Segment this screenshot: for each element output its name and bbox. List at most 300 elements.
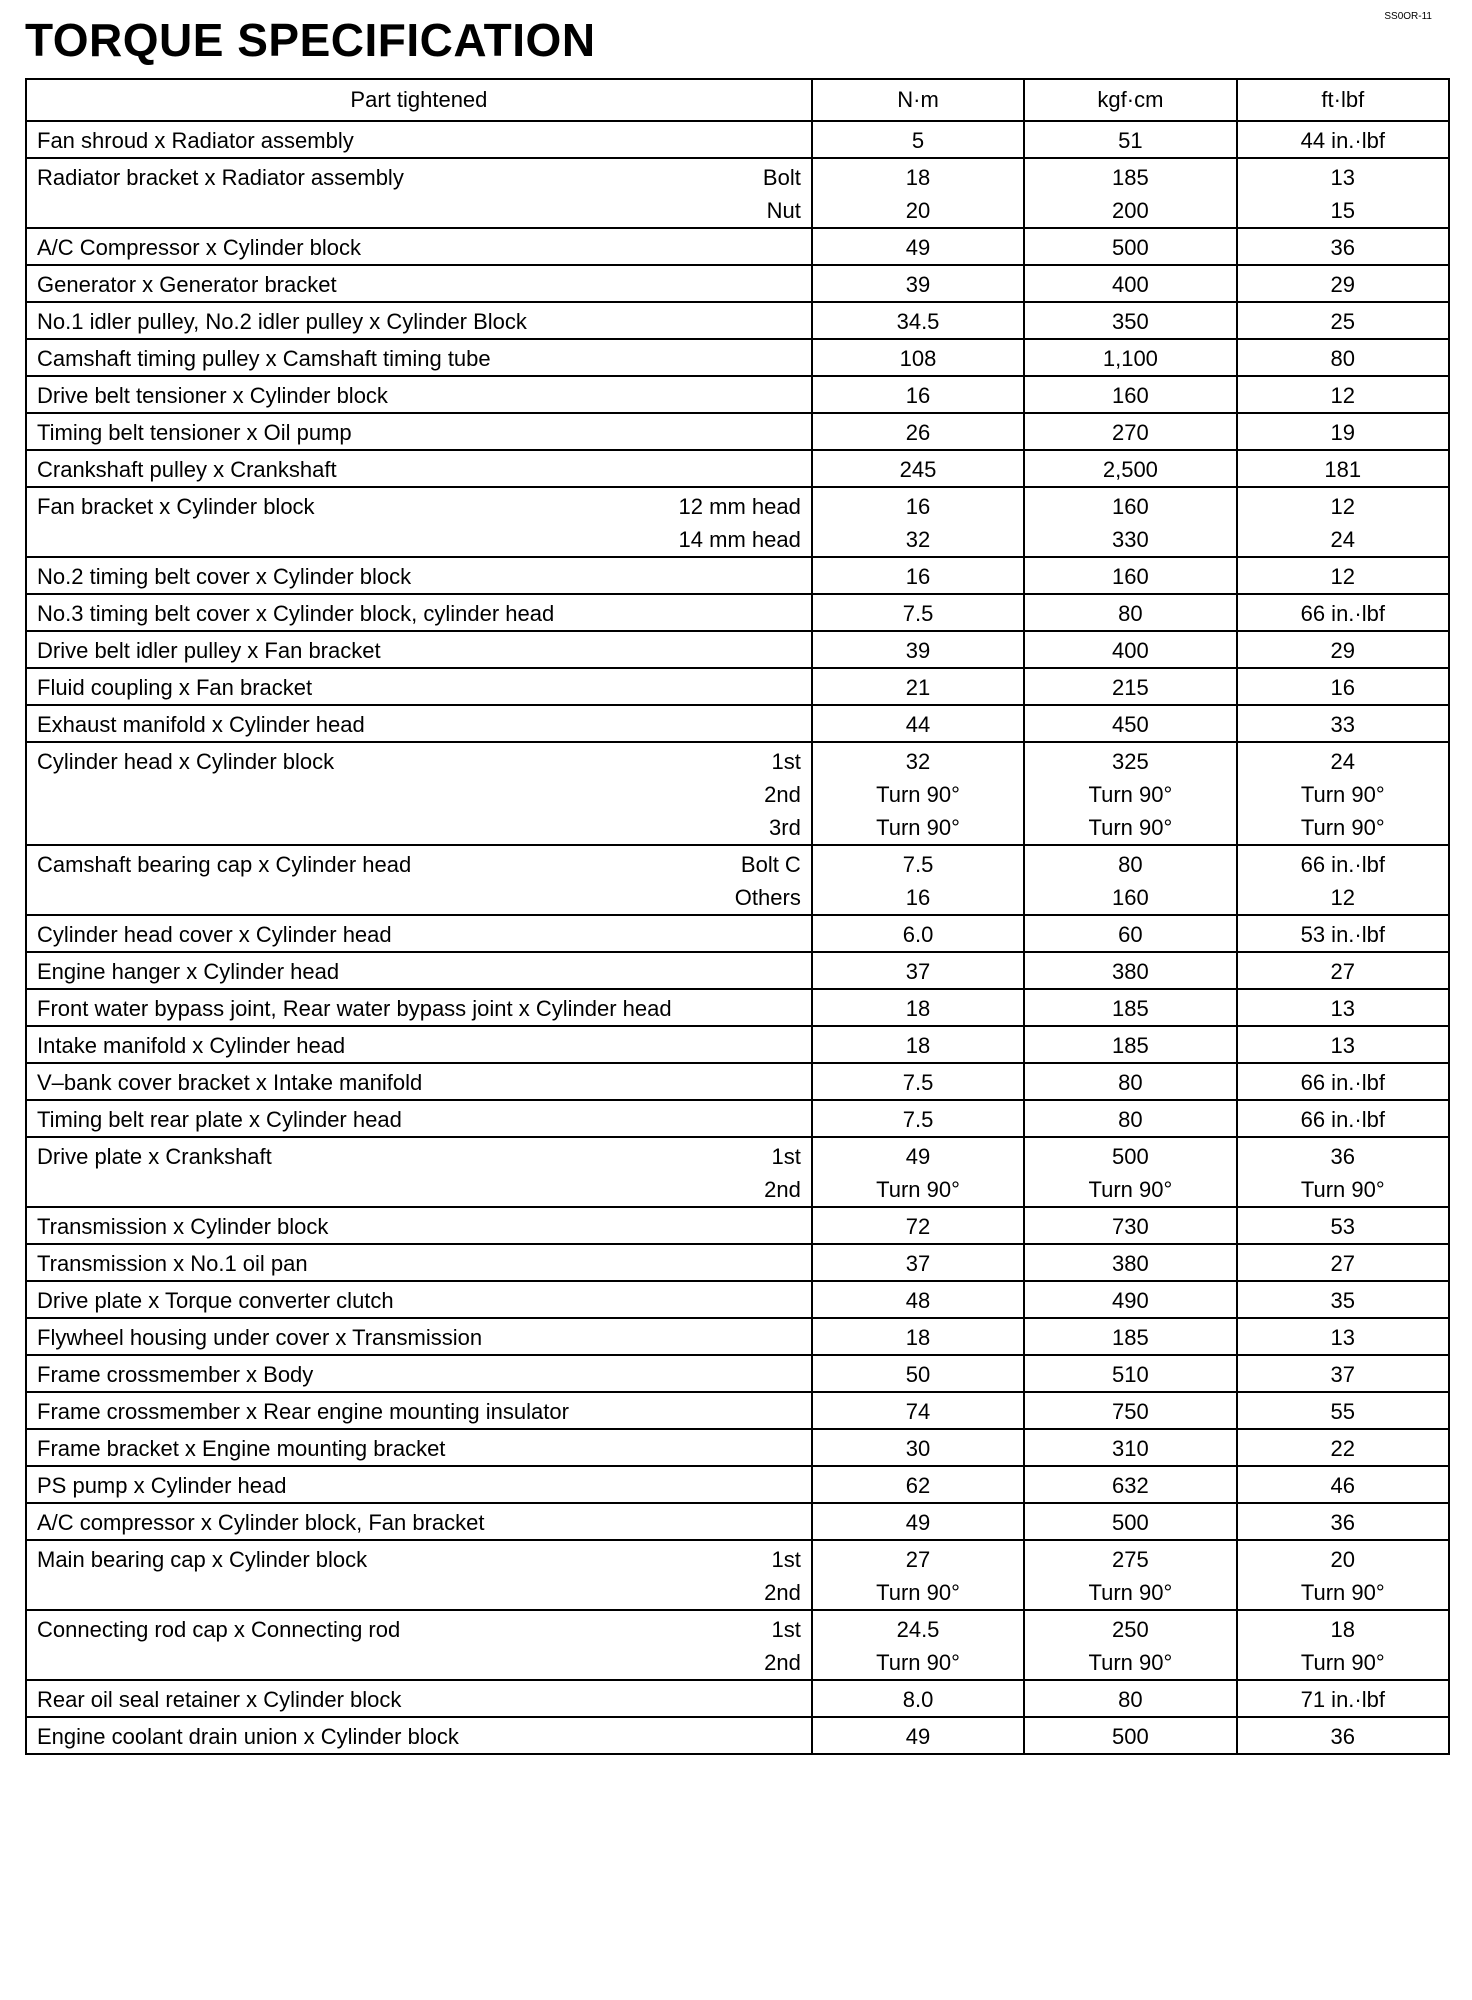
part-line — [37, 231, 801, 264]
torque-value: 53 — [1330, 1213, 1356, 1239]
ft-lbf-cell — [1237, 1026, 1449, 1063]
value-line — [1248, 1646, 1438, 1679]
ft-lbf-cell — [1237, 1680, 1449, 1717]
kgf-cm-cell — [1024, 1137, 1236, 1207]
part-cell — [26, 121, 812, 158]
part-cell — [26, 668, 812, 705]
nm-cell — [812, 1610, 1024, 1680]
kgf-cm-cell — [1024, 450, 1236, 487]
value-line — [823, 1576, 1013, 1609]
torque-value: 181 — [1324, 456, 1362, 482]
ft-lbf-cell — [1237, 1100, 1449, 1137]
part-line — [37, 1683, 801, 1716]
torque-value: 510 — [1112, 1361, 1149, 1387]
part-line — [37, 124, 801, 157]
nm-cell — [812, 1026, 1024, 1063]
torque-value: 13 — [1330, 164, 1356, 190]
torque-value: 200 — [1112, 197, 1149, 223]
part-line — [37, 992, 801, 1025]
value-line — [823, 268, 1013, 301]
value-line — [823, 1469, 1013, 1502]
table-row — [26, 158, 1449, 228]
part-name: Fluid coupling x Fan bracket — [37, 674, 313, 700]
value-line — [1035, 1321, 1225, 1354]
ft-lbf-cell — [1237, 989, 1449, 1026]
value-line — [1248, 848, 1438, 881]
torque-value: 32 — [905, 748, 931, 774]
ft-lbf-cell — [1237, 1355, 1449, 1392]
kgf-cm-cell — [1024, 1063, 1236, 1100]
table-row — [26, 989, 1449, 1026]
table-row — [26, 1466, 1449, 1503]
torque-value: 37 — [905, 958, 931, 984]
nm-cell — [812, 845, 1024, 915]
value-line — [823, 1029, 1013, 1062]
value-line — [1035, 490, 1225, 523]
table-row — [26, 450, 1449, 487]
part-line — [37, 881, 801, 914]
nm-cell — [812, 631, 1024, 668]
nm-cell — [812, 705, 1024, 742]
kgf-cm-cell — [1024, 915, 1236, 952]
value-line — [1035, 778, 1225, 811]
part-cell — [26, 1355, 812, 1392]
torque-value: 18 — [1330, 1616, 1356, 1642]
kgf-cm-cell — [1024, 1244, 1236, 1281]
torque-value: Turn 90° — [876, 1176, 960, 1202]
kgf-cm-cell — [1024, 265, 1236, 302]
kgf-cm-cell — [1024, 1429, 1236, 1466]
value-line — [1248, 560, 1438, 593]
value-line — [823, 1395, 1013, 1428]
torque-value: 44 — [905, 711, 931, 737]
part-line — [37, 811, 801, 844]
table-row — [26, 668, 1449, 705]
table-row — [26, 705, 1449, 742]
torque-value: Turn 90° — [1300, 1176, 1385, 1202]
ft-lbf-cell — [1237, 121, 1449, 158]
torque-value: Turn 90° — [876, 1579, 960, 1605]
value-line — [823, 1543, 1013, 1576]
table-row — [26, 1392, 1449, 1429]
part-name: Fan bracket x Cylinder block — [37, 493, 315, 519]
ft-lbf-cell — [1237, 1063, 1449, 1100]
table-body — [26, 121, 1449, 1754]
torque-value: 60 — [1118, 921, 1143, 947]
table-row — [26, 121, 1449, 158]
torque-value: 44 in.·lbf — [1300, 127, 1385, 153]
nm-cell — [812, 1466, 1024, 1503]
table-row — [26, 1355, 1449, 1392]
value-line — [823, 523, 1013, 556]
nm-cell — [812, 1281, 1024, 1318]
torque-value: 185 — [1112, 164, 1149, 190]
torque-value: 19 — [1330, 419, 1356, 445]
table-row — [26, 1100, 1449, 1137]
value-line — [1035, 560, 1225, 593]
value-line — [1035, 124, 1225, 157]
torque-value: 160 — [1112, 884, 1149, 910]
part-cell — [26, 1063, 812, 1100]
torque-value: 500 — [1112, 1723, 1149, 1749]
value-line — [1248, 1103, 1438, 1136]
part-line — [37, 1321, 801, 1354]
part-cell — [26, 376, 812, 413]
torque-value: Turn 90° — [1088, 1176, 1173, 1202]
part-name: A/C compressor x Cylinder block, Fan bracket — [37, 1509, 485, 1535]
ft-lbf-cell — [1237, 413, 1449, 450]
part-line — [37, 1358, 801, 1391]
torque-value: 80 — [1118, 600, 1143, 626]
header-ft-lbf: ft·lbf — [1237, 79, 1449, 121]
torque-value: 310 — [1112, 1435, 1149, 1461]
table-row — [26, 1429, 1449, 1466]
part-cell — [26, 705, 812, 742]
value-line — [823, 1173, 1013, 1206]
part-cell — [26, 1100, 812, 1137]
part-name: Front water bypass joint, Rear water bypass joint x Cylinder head — [37, 995, 672, 1021]
torque-value: 30 — [905, 1435, 931, 1461]
nm-cell — [812, 228, 1024, 265]
torque-value: 20 — [905, 197, 931, 223]
value-line — [1248, 416, 1438, 449]
value-line — [1035, 811, 1225, 844]
nm-cell — [812, 1063, 1024, 1100]
value-line — [823, 1140, 1013, 1173]
part-line — [37, 708, 801, 741]
nm-cell — [812, 302, 1024, 339]
ft-lbf-cell — [1237, 339, 1449, 376]
kgf-cm-cell — [1024, 742, 1236, 845]
value-line — [823, 1066, 1013, 1099]
torque-value: 5 — [911, 127, 925, 153]
part-line — [37, 1247, 801, 1280]
value-line — [1248, 1029, 1438, 1062]
part-cell — [26, 302, 812, 339]
torque-value: 27 — [905, 1546, 931, 1572]
kgf-cm-cell — [1024, 1100, 1236, 1137]
nm-cell — [812, 339, 1024, 376]
nm-cell — [812, 668, 1024, 705]
torque-value: 22 — [1330, 1435, 1356, 1461]
part-line — [37, 305, 801, 338]
torque-value: 16 — [905, 382, 931, 408]
torque-value: Turn 90° — [1088, 781, 1173, 807]
part-name: Generator x Generator bracket — [37, 271, 337, 297]
torque-value: 7.5 — [902, 600, 934, 626]
table-row — [26, 1680, 1449, 1717]
value-line — [1035, 268, 1225, 301]
torque-value: 37 — [905, 1250, 931, 1276]
torque-value: 46 — [1330, 1472, 1356, 1498]
torque-value: 108 — [899, 345, 937, 371]
kgf-cm-cell — [1024, 1355, 1236, 1392]
part-name: Drive plate x Torque converter clutch — [37, 1287, 394, 1313]
value-line — [1035, 1432, 1225, 1465]
ft-lbf-cell — [1237, 158, 1449, 228]
torque-value: 245 — [899, 456, 937, 482]
value-line — [823, 1284, 1013, 1317]
torque-value: 632 — [1112, 1472, 1149, 1498]
nm-cell — [812, 265, 1024, 302]
torque-value: Turn 90° — [1088, 1579, 1173, 1605]
part-line — [37, 523, 801, 556]
value-line — [1035, 194, 1225, 227]
value-line — [1248, 811, 1438, 844]
kgf-cm-cell — [1024, 1680, 1236, 1717]
value-line — [1248, 881, 1438, 914]
value-line — [1248, 1140, 1438, 1173]
value-line — [1248, 634, 1438, 667]
value-line — [1248, 1247, 1438, 1280]
torque-value: Turn 90° — [876, 1649, 960, 1675]
torque-value: 62 — [905, 1472, 931, 1498]
value-line — [1035, 1103, 1225, 1136]
torque-value: Turn 90° — [1300, 1579, 1385, 1605]
torque-value: 450 — [1112, 711, 1149, 737]
value-line — [823, 194, 1013, 227]
part-line — [37, 1029, 801, 1062]
part-name: Drive belt tensioner x Cylinder block — [37, 382, 388, 408]
torque-value: 80 — [1330, 345, 1356, 371]
value-line — [1248, 918, 1438, 951]
torque-value: 71 in.·lbf — [1300, 1686, 1385, 1712]
ft-lbf-cell — [1237, 1318, 1449, 1355]
nm-cell — [812, 989, 1024, 1026]
value-line — [1248, 1576, 1438, 1609]
part-line — [37, 1066, 801, 1099]
part-line — [37, 379, 801, 412]
torque-value: 27 — [1330, 1250, 1356, 1276]
torque-value: 18 — [905, 1324, 931, 1350]
torque-value: 36 — [1330, 1509, 1356, 1535]
part-line — [37, 1720, 801, 1753]
part-name: Engine hanger x Cylinder head — [37, 958, 340, 984]
torque-value: 275 — [1112, 1546, 1149, 1572]
value-line — [823, 918, 1013, 951]
kgf-cm-cell — [1024, 228, 1236, 265]
ft-lbf-cell — [1237, 228, 1449, 265]
table-row — [26, 265, 1449, 302]
value-line — [823, 671, 1013, 704]
torque-value: 330 — [1112, 526, 1149, 552]
nm-cell — [812, 1207, 1024, 1244]
kgf-cm-cell — [1024, 121, 1236, 158]
condition-label: Bolt — [762, 164, 801, 190]
value-line — [1248, 453, 1438, 486]
ft-lbf-cell — [1237, 1244, 1449, 1281]
torque-value: 16 — [1330, 674, 1356, 700]
torque-value: 500 — [1112, 1143, 1149, 1169]
torque-value: 2,500 — [1102, 456, 1158, 482]
part-name: Timing belt rear plate x Cylinder head — [37, 1106, 402, 1132]
value-line — [1035, 1613, 1225, 1646]
kgf-cm-cell — [1024, 339, 1236, 376]
torque-value: 12 — [1330, 563, 1356, 589]
value-line — [1035, 1395, 1225, 1428]
part-cell — [26, 594, 812, 631]
kgf-cm-cell — [1024, 158, 1236, 228]
value-line — [823, 1720, 1013, 1753]
part-name: Frame crossmember x Body — [37, 1361, 314, 1387]
torque-value: 7.5 — [902, 1069, 934, 1095]
torque-value: 66 in.·lbf — [1300, 600, 1385, 626]
value-line — [1248, 992, 1438, 1025]
torque-value: 18 — [905, 1032, 931, 1058]
part-name: Cylinder head x Cylinder block — [37, 748, 335, 774]
value-line — [1248, 1210, 1438, 1243]
value-line — [1248, 1613, 1438, 1646]
part-line — [37, 778, 801, 811]
part-line — [37, 194, 801, 227]
part-cell — [26, 450, 812, 487]
torque-value: 39 — [905, 637, 931, 663]
value-line — [1248, 671, 1438, 704]
kgf-cm-cell — [1024, 1717, 1236, 1754]
part-name: No.3 timing belt cover x Cylinder block, cylinder head — [37, 600, 555, 626]
condition-label: 14 mm head — [678, 526, 801, 552]
kgf-cm-cell — [1024, 1207, 1236, 1244]
table-row — [26, 1063, 1449, 1100]
part-name: A/C Compressor x Cylinder block — [37, 234, 361, 260]
value-line — [823, 881, 1013, 914]
value-line — [823, 1247, 1013, 1280]
ft-lbf-cell — [1237, 594, 1449, 631]
part-cell — [26, 1137, 812, 1207]
ft-lbf-cell — [1237, 1281, 1449, 1318]
nm-cell — [812, 1318, 1024, 1355]
torque-value: 24 — [1330, 748, 1356, 774]
table-header-row — [26, 79, 1449, 121]
condition-label: 1st — [771, 1546, 801, 1572]
value-line — [1248, 745, 1438, 778]
table-row — [26, 1717, 1449, 1754]
value-line — [1035, 1173, 1225, 1206]
torque-value: 400 — [1112, 637, 1149, 663]
torque-value: 1,100 — [1102, 345, 1158, 371]
kgf-cm-cell — [1024, 845, 1236, 915]
table-row — [26, 915, 1449, 952]
value-line — [823, 634, 1013, 667]
ft-lbf-cell — [1237, 302, 1449, 339]
value-line — [823, 1358, 1013, 1391]
torque-value: 13 — [1330, 995, 1356, 1021]
torque-value: 49 — [905, 1723, 931, 1749]
condition-label: Nut — [766, 197, 801, 223]
part-name: V–bank cover bracket x Intake manifold — [37, 1069, 423, 1095]
torque-value: 160 — [1112, 382, 1149, 408]
value-line — [1035, 523, 1225, 556]
ft-lbf-cell — [1237, 1466, 1449, 1503]
value-line — [1035, 1029, 1225, 1062]
part-line — [37, 342, 801, 375]
kgf-cm-cell — [1024, 1503, 1236, 1540]
condition-label: 2nd — [764, 1176, 801, 1202]
ft-lbf-cell — [1237, 845, 1449, 915]
torque-value: 185 — [1112, 1324, 1149, 1350]
table-row — [26, 413, 1449, 450]
torque-value: 32 — [905, 526, 931, 552]
kgf-cm-cell — [1024, 1610, 1236, 1680]
torque-value: 16 — [905, 493, 931, 519]
value-line — [1035, 992, 1225, 1025]
nm-cell — [812, 557, 1024, 594]
value-line — [1035, 918, 1225, 951]
nm-cell — [812, 742, 1024, 845]
header-part-tightened: Part tightened — [26, 79, 812, 121]
ft-lbf-cell — [1237, 450, 1449, 487]
torque-value: 36 — [1330, 1143, 1356, 1169]
ft-lbf-cell — [1237, 705, 1449, 742]
document-code: SS0OR-11 — [1384, 11, 1432, 22]
value-line — [1248, 1358, 1438, 1391]
torque-value: 25 — [1330, 308, 1356, 334]
value-line — [1035, 745, 1225, 778]
value-line — [1035, 955, 1225, 988]
table-row — [26, 742, 1449, 845]
ft-lbf-cell — [1237, 1503, 1449, 1540]
condition-label: 1st — [771, 1143, 801, 1169]
part-name: PS pump x Cylinder head — [37, 1472, 287, 1498]
condition-label: Others — [734, 884, 801, 910]
part-cell — [26, 1429, 812, 1466]
nm-cell — [812, 952, 1024, 989]
part-name: Flywheel housing under cover x Transmission — [37, 1324, 483, 1350]
value-line — [1035, 1140, 1225, 1173]
part-cell — [26, 1610, 812, 1680]
value-line — [823, 161, 1013, 194]
torque-value: 490 — [1112, 1287, 1149, 1313]
value-line — [1035, 1358, 1225, 1391]
value-line — [1035, 671, 1225, 704]
value-line — [823, 1646, 1013, 1679]
value-line — [823, 1613, 1013, 1646]
torque-value: 24 — [1330, 526, 1356, 552]
value-line — [1248, 161, 1438, 194]
kgf-cm-cell — [1024, 594, 1236, 631]
ft-lbf-cell — [1237, 1207, 1449, 1244]
kgf-cm-cell — [1024, 952, 1236, 989]
part-line — [37, 416, 801, 449]
value-line — [1035, 161, 1225, 194]
torque-value: 80 — [1118, 851, 1143, 877]
value-line — [1248, 1720, 1438, 1753]
page-title: TORQUE SPECIFICATION — [25, 14, 596, 66]
torque-value: 29 — [1330, 637, 1356, 663]
torque-value: 26 — [905, 419, 931, 445]
part-cell — [26, 339, 812, 376]
table-row — [26, 302, 1449, 339]
part-cell — [26, 1717, 812, 1754]
condition-label: 2nd — [764, 781, 801, 807]
part-cell — [26, 742, 812, 845]
torque-table — [25, 78, 1450, 1755]
torque-value: 750 — [1112, 1398, 1149, 1424]
condition-label: 3rd — [769, 814, 801, 840]
table-row — [26, 339, 1449, 376]
part-name: Crankshaft pulley x Crankshaft — [37, 456, 337, 482]
torque-value: 13 — [1330, 1324, 1356, 1350]
part-cell — [26, 1466, 812, 1503]
kgf-cm-cell — [1024, 1281, 1236, 1318]
table-row — [26, 1207, 1449, 1244]
part-cell — [26, 1318, 812, 1355]
torque-value: 74 — [905, 1398, 931, 1424]
torque-value: Turn 90° — [1300, 1649, 1385, 1675]
torque-value: 18 — [905, 995, 931, 1021]
torque-value: 21 — [905, 674, 931, 700]
value-line — [1035, 634, 1225, 667]
